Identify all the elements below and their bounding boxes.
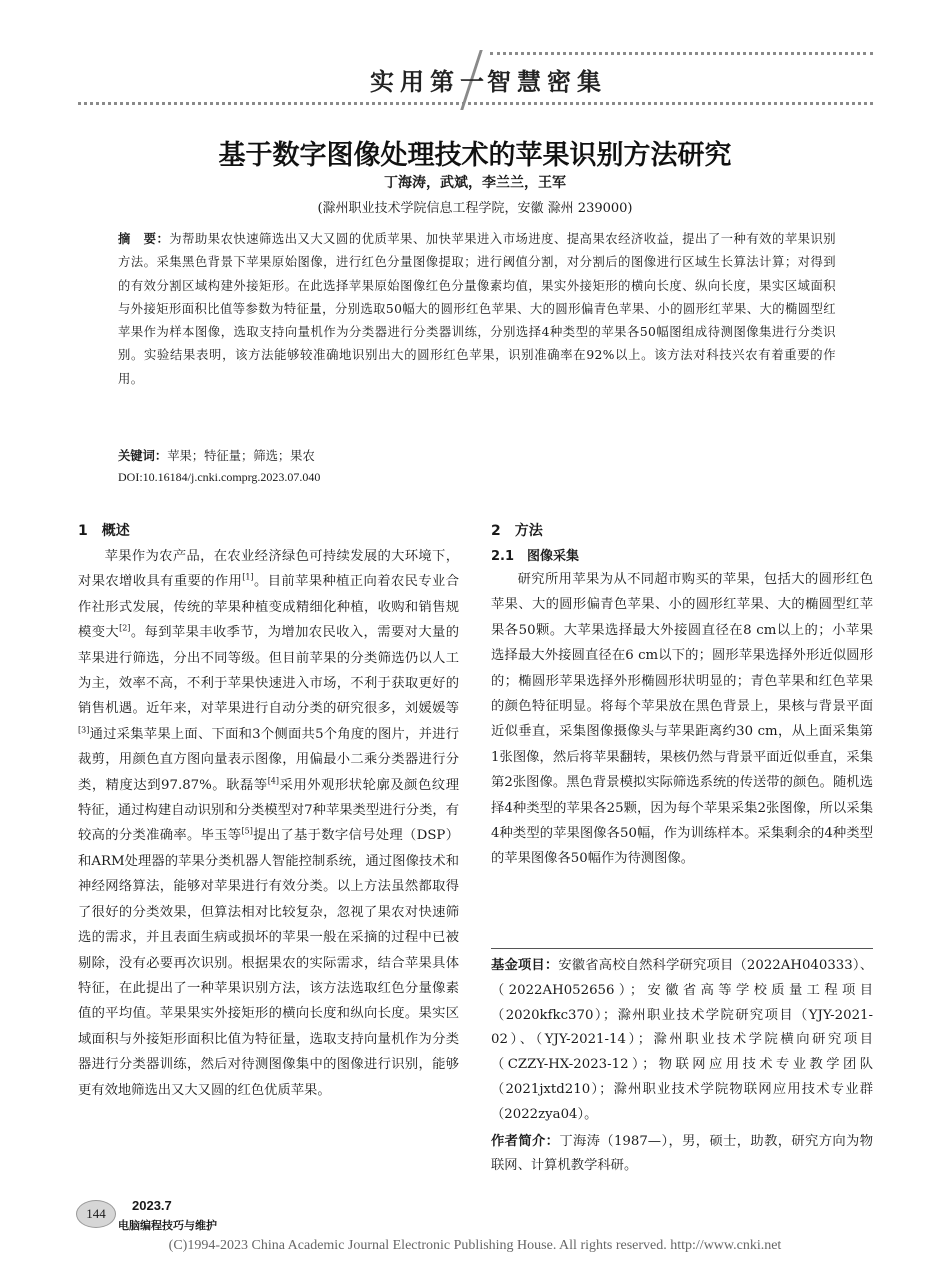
abstract (118, 228, 836, 391)
section-1-paragraph: 苹果作为农产品，在农业经济绿色可持续发展的大环境下，对果农增收具有重要的作用[1]。目前苹果种植正向着农民专业合作社形式发展，传统的苹果种植变成精细化种植，收购和销售规模变大[2]。每到苹果丰收季节，为增加农民收入，需要对大量的苹果进行筛选，分出不同等级。但目前苹果的分类筛选仍以人工为主，效率不高，不利于苹果快速进入市场，不利于获取更好的销售机遇。近年来，对苹果进行自动分类的研究很多，刘媛媛等[3]通过采集苹果上面、下面和3个侧面共5个角度的图片，并进行裁剪，用颜色直方图向量表示图像，用偏最小二乘分类器进行分类，精度达到97.87%。耿磊等[4]采用外观形状轮廓及颜色纹理特征，通过构建自动识别和分类模型对7种苹果类型进行分类，有较高的分类准确率。毕玉等[5]提出了基于数字信号处理（DSP）和ARM处理器的苹果分类机器人智能控制系统，通过图像技术和神经网络算法，能够对苹果进行有效分类。以上方法虽然都取得了很好的分类效果，但算法相对比较复杂，忽视了果农对快速筛选的需求，并且表面生病或损坏的苹果一般在采摘的过程中已被剔除，没有必要再次识别。根据果农的实际需求，结合苹果具体特征，在此提出了一种苹果识别方法，该方法选取红色分量像素值的平均值。苹果果实外接矩形的横向长度和纵向长度。果实区域面积与外接矩形面积比值为特征量，选取支持向量机作为分类器进行分类器训练，然后对待测图像集中的图像进行识别，能够更有效地筛选出又大又圆的红色优质苹果。 (78, 549, 460, 1098)
section-2-1-heading: 2.1 图像采集 (491, 549, 580, 564)
fund-label: 基金项目： (491, 958, 559, 973)
footnotes (491, 954, 873, 1179)
header-right-text: 智慧密集 (487, 67, 607, 96)
fund-text: 安徽省高校自然科学研究项目（2022AH040333）、（2022AH052656）；安徽省高等学校质量工程项目（2020kfkc370）；滁州职业技术学院研究项目（YJY-2021-02）、（YJY-2021-14）；滁州职业技术学院横向研究项目（CZZY-HX-2023-12）；物联网应用技术专业教学团队（2021jxtd210）；滁州职业技术学院物联网应用技术专业群（2022zya04）。 (491, 958, 873, 1122)
keywords-text: 苹果；特征量；筛选；果农 (167, 449, 315, 463)
keywords (118, 446, 315, 464)
header-rule (78, 102, 873, 105)
footnote-rule (491, 948, 873, 949)
page-number: 144 (76, 1200, 116, 1228)
keywords-label: 关键词： (118, 449, 168, 463)
fund-note (491, 954, 873, 1128)
section-2-heading: 2 方法 (491, 523, 543, 539)
paper-title: 基于数字图像处理技术的苹果识别方法研究 (218, 140, 732, 171)
author-note (491, 1130, 873, 1180)
copyright-line: (C)1994-2023 China Academic Journal Electronic Publishing House. All rights reserved. http://www.cnki.net (168, 1238, 782, 1253)
journal-name: 电脑编程技巧与维护 (118, 1219, 217, 1232)
header-left-text: 实用第一 (370, 67, 490, 96)
section-1-body (78, 544, 459, 1103)
abstract-text: 为帮助果农快速筛选出又大又圆的优质苹果、加快苹果进入市场进度、提高果农经济收益，提出了一种有效的苹果识别方法。采集黑色背景下苹果原始图像，进行红色分量图像提取；进行阈值分割，对分割后的图像进行区域生长算法计算；对得到的有效分割区域构建外接矩形。在此选择苹果原始图像红色分量像素均值，果实外接矩形的横向长度、纵向长度，果实区域面积与外接矩形面积比值等参数为特征量，分别选取50幅大的圆形红色苹果、大的圆形偏青色苹果、小的圆形红苹果、大的椭圆型红苹果作为样本图像，选取支持向量机作为分类器进行分类器训练，分别选择4种类型的苹果各50幅图组成待测图像集进行分类识别。实验结果表明，该方法能够较准确地识别出大的圆形红色苹果，识别准确率在92%以上。该方法对科技兴农有着重要的作用。 (118, 232, 836, 386)
paper-authors: 丁海涛，武斌，李兰兰，王军 (384, 175, 566, 191)
author-label: 作者简介： (491, 1133, 560, 1149)
section-2-paragraph: 研究所用苹果为从不同超市购买的苹果，包括大的圆形红色苹果、大的圆形偏青色苹果、小的圆形红苹果、大的椭圆型红苹果各50颗。大苹果选择最大外接圆直径在8 cm以上的；小苹果选择最大外接圆直径在6 cm以下的；圆形苹果选择外形近似圆形的；椭圆形苹果选择外形椭圆形状明显的；青色苹果和红色苹果的颜色特征明显。将每个苹果放在黑色背景上，果核与背景平面近似垂直，采集图像摄像头与苹果距离约30 cm，从上面采集第1张图像，然后将苹果翻转，果核仍然与背景平面近似垂直，采集第2张图像。黑色背景模拟实际筛选系统的传送带的颜色。随机选择4种类型的苹果各25颗，因为每个苹果采集2张图像，所以采集4种类型的苹果图像各50幅，作为训练样本。采集剩余的4种类型的苹果图像各50幅作为待测图像。 (491, 572, 873, 867)
abstract-label: 摘 要： (118, 232, 170, 246)
doi: DOI:10.16184/j.cnki.comprg.2023.07.040 (118, 470, 321, 484)
header-rule-top (490, 52, 873, 55)
section-2-body (491, 567, 873, 872)
author-text: 丁海涛（1987—），男，硕士，助教，研究方向为物联网、计算机教学科研。 (491, 1133, 873, 1174)
paper-affiliation: (滁州职业技术学院信息工程学院，安徽 滁州 239000) (317, 201, 633, 216)
section-1-heading: 1 概述 (78, 523, 130, 539)
issue-date: 2023.7 (132, 1198, 172, 1213)
